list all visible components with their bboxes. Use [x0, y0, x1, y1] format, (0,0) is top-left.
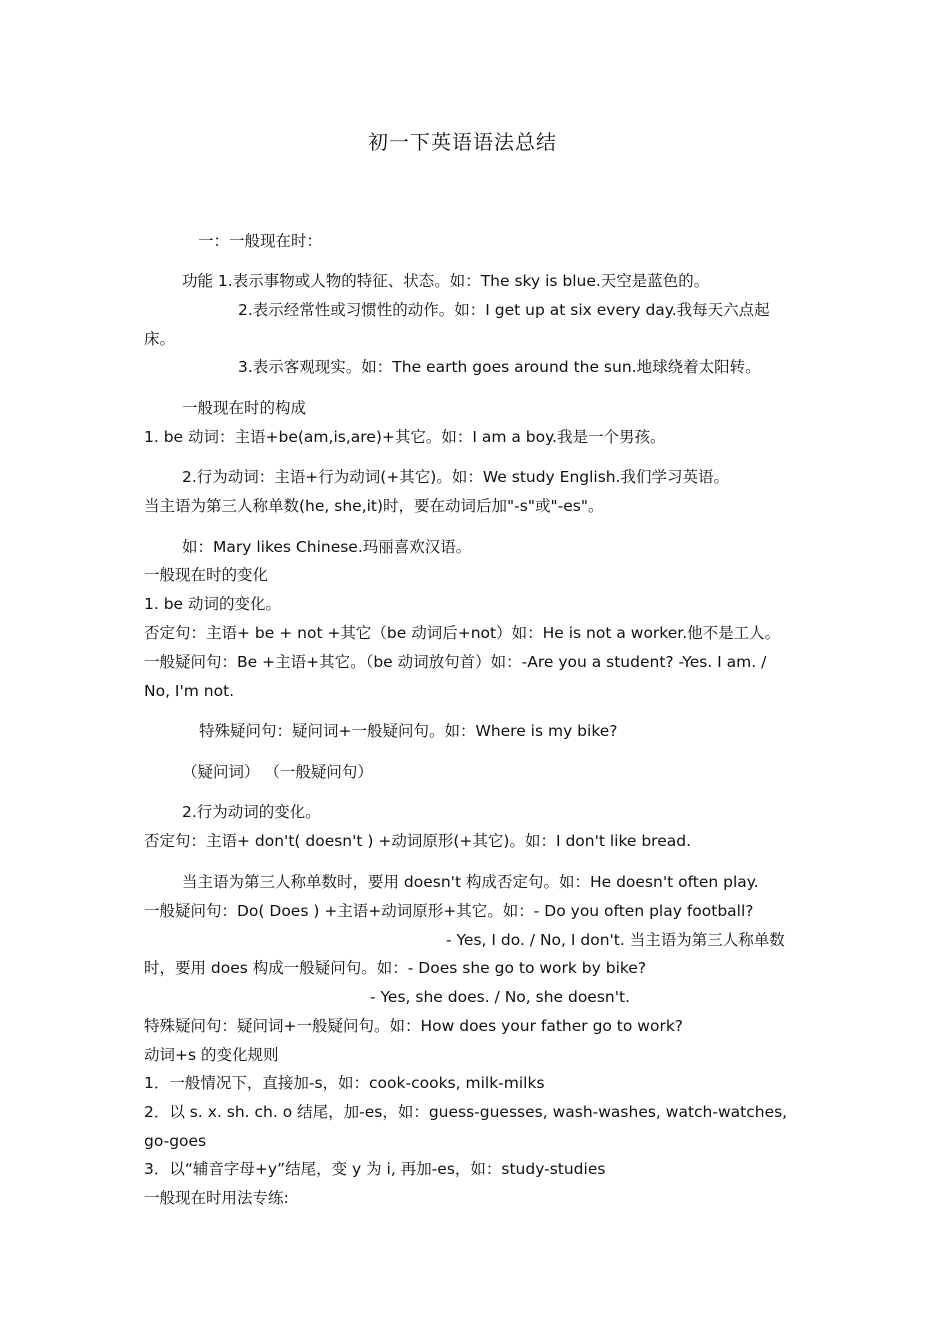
third-person-negative: 当主语为第三人称单数时，要用 doesn't 构成否定句。如：He doesn't often play.: [182, 873, 759, 891]
structure-be-verb: 1. be 动词：主语+be(am,is,are)+其它。如：I am a boy.我是一个男孩。: [144, 428, 666, 446]
third-person-rule: 当主语为第三人称单数(he, she,it)时，要在动词后加"-s"或"-es"。: [144, 497, 604, 515]
action-verb-changes-heading: 2.行为动词的变化。: [182, 803, 321, 821]
verb-s-rule-3: 3．以“辅音字母+y”结尾，变 y 为 i, 再加-es，如：study-studies: [144, 1160, 606, 1178]
structure-heading: 一般现在时的构成: [182, 399, 307, 417]
verb-s-rule-1: 1．一般情况下，直接加-s，如：cook-cooks, milk-milks: [144, 1074, 545, 1092]
third-person-general-question-answer: - Yes, she does. / No, she doesn't.: [370, 988, 631, 1006]
practice-heading: 一般现在时用法专练:: [144, 1189, 289, 1207]
third-person-example: 如：Mary likes Chinese.玛丽喜欢汉语。: [182, 538, 472, 556]
verb-s-rule-2-continued: go-goes: [144, 1132, 207, 1150]
function-line-2-continued: 床。: [144, 330, 176, 348]
action-general-question: 一般疑问句：Do( Does ) +主语+动词原形+其它。如：- Do you often play football?: [144, 902, 754, 920]
action-general-question-answer: - Yes, I do. / No, I don't. 当主语为第三人称单数: [446, 931, 785, 949]
changes-heading: 一般现在时的变化: [144, 566, 269, 584]
be-general-question-continued: No, I'm not.: [144, 682, 235, 700]
verb-s-rule-2: 2．以 s. x. sh. ch. o 结尾，加-es，如：guess-guesses, wash-washes, watch-watches,: [144, 1103, 788, 1121]
section-heading-simple-present: 一：一般现在时：: [198, 232, 323, 250]
document-title: 初一下英语语法总结: [368, 130, 557, 154]
action-negative-sentence: 否定句：主语+ don't( doesn't ) +动词原形(+其它)。如：I don't like bread.: [144, 832, 692, 850]
verb-s-rules-heading: 动词+s 的变化规则: [144, 1046, 279, 1064]
special-question-annotation: （疑问词） （一般疑问句）: [182, 763, 373, 781]
function-line-1: 功能 1.表示事物或人物的特征、状态。如：The sky is blue.天空是蓝色的。: [182, 272, 710, 290]
action-special-question: 特殊疑问句：疑问词+一般疑问句。如：How does your father go to work?: [144, 1017, 684, 1035]
be-general-question: 一般疑问句：Be +主语+其它。（be 动词放句首）如：-Are you a student? -Yes. I am. /: [144, 653, 767, 671]
be-verb-changes-heading: 1. be 动词的变化。: [144, 595, 282, 613]
be-special-question: 特殊疑问句：疑问词+一般疑问句。如：Where is my bike?: [199, 722, 618, 740]
function-line-3: 3.表示客观现实。如：The earth goes around the sun.地球绕着太阳转。: [238, 358, 761, 376]
third-person-general-question: 时，要用 does 构成一般疑问句。如：- Does she go to work by bike?: [144, 959, 647, 977]
function-line-2: 2.表示经常性或习惯性的动作。如：I get up at six every day.我每天六点起: [238, 301, 770, 319]
be-negative-sentence: 否定句：主语+ be + not +其它（be 动词后+not）如：He is not a worker.他不是工人。: [144, 624, 781, 642]
structure-action-verb: 2.行为动词：主语+行为动词(+其它)。如：We study English.我们学习英语。: [182, 468, 730, 486]
